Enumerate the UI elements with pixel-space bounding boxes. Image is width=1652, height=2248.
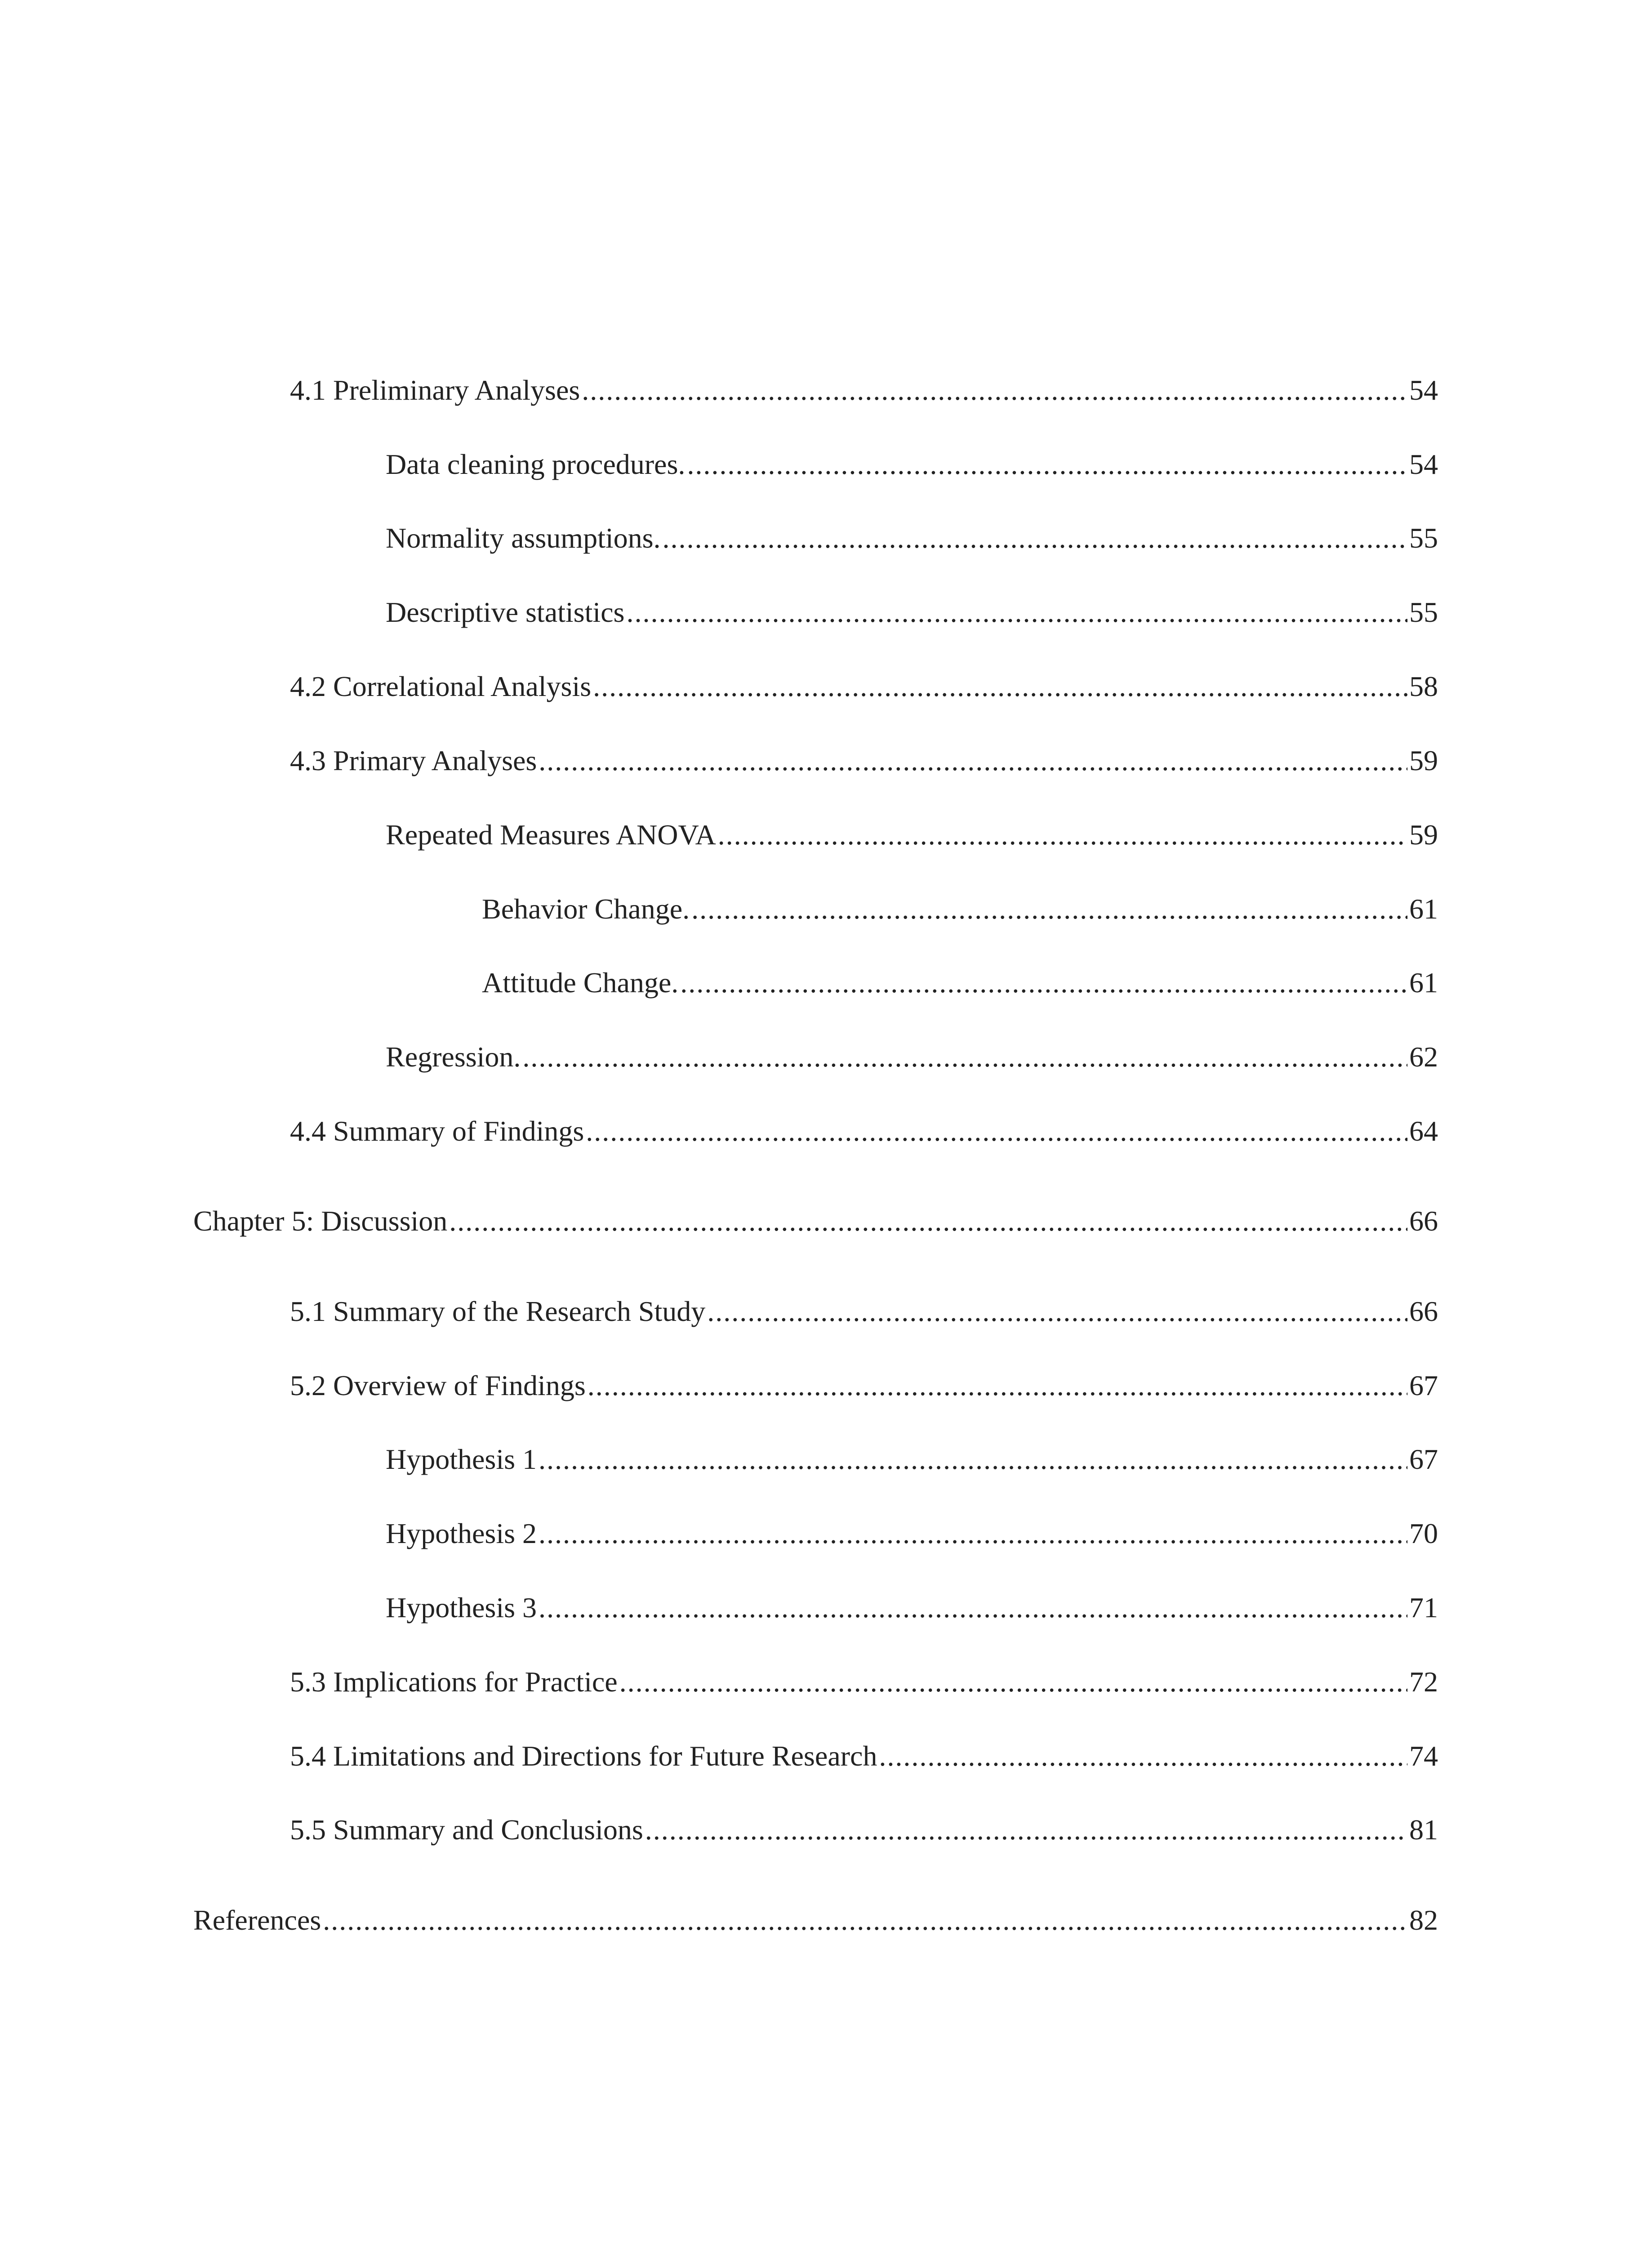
toc-entry-title: Data cleaning procedures. [386, 448, 686, 480]
toc-page-number: 74 [1409, 1740, 1438, 1772]
toc-entry-title: Descriptive statistics [386, 596, 625, 628]
toc-dot-leader [619, 1657, 1407, 1707]
toc-entry-title: 5.2 Overview of Findings [290, 1369, 586, 1401]
toc-dot-leader [539, 736, 1407, 785]
toc-entry-title: Behavior Change. [482, 893, 690, 925]
toc-entry-5-3 [290, 1657, 1438, 1707]
toc-entry-title: 5.4 Limitations and Directions for Future Research [290, 1740, 877, 1772]
toc-dot-leader [663, 513, 1407, 563]
toc-entry-repeated-measures [386, 810, 1438, 860]
toc-entry-title: Normality assumptions. [386, 522, 661, 554]
toc-entry-4-2 [290, 662, 1438, 711]
toc-entry-normality [386, 513, 1438, 563]
toc-entry-title: Hypothesis 1 [386, 1443, 537, 1475]
toc-page-number: 55 [1409, 596, 1438, 628]
toc-page-number: 72 [1409, 1666, 1438, 1698]
toc-dot-leader [707, 1287, 1407, 1336]
toc-page-number: 64 [1409, 1115, 1438, 1147]
toc-dot-leader [879, 1731, 1407, 1781]
toc-page-number: 59 [1409, 819, 1438, 851]
toc-page-number: 61 [1409, 967, 1438, 999]
toc-entry-title: 4.4 Summary of Findings [290, 1115, 584, 1147]
toc-entry-hypothesis-3 [386, 1583, 1438, 1632]
toc-dot-leader [586, 1106, 1407, 1156]
toc-page-number: 66 [1409, 1295, 1438, 1327]
toc-dot-leader [323, 1896, 1407, 1945]
toc-dot-leader [645, 1805, 1407, 1855]
toc-page-number: 67 [1409, 1443, 1438, 1475]
toc-page-number: 58 [1409, 670, 1438, 702]
toc-entry-data-cleaning [386, 440, 1438, 489]
toc-dot-leader [626, 588, 1407, 637]
toc-page-number: 66 [1409, 1205, 1438, 1237]
toc-entry-title: 4.2 Correlational Analysis [290, 670, 592, 702]
toc-page-number: 81 [1409, 1814, 1438, 1846]
toc-dot-leader [539, 1435, 1407, 1484]
toc-page-number: 54 [1409, 448, 1438, 480]
toc-entry-references [193, 1896, 1438, 1945]
toc-entry-title: Hypothesis 3 [386, 1592, 537, 1624]
toc-dot-leader [588, 1361, 1407, 1410]
toc-entry-title: References [193, 1904, 321, 1936]
toc-page-number: 62 [1409, 1041, 1438, 1073]
toc-entry-title: 4.1 Preliminary Analyses [290, 374, 580, 406]
toc-dot-leader [522, 1032, 1407, 1082]
toc-entry-title: Attitude Change. [482, 967, 679, 999]
toc-entry-attitude-change [482, 958, 1438, 1008]
toc-page-number: 67 [1409, 1369, 1438, 1401]
toc-entry-title: 4.3 Primary Analyses [290, 745, 537, 776]
toc-entry-title: Regression. [386, 1041, 521, 1073]
toc-dot-leader [680, 958, 1407, 1008]
toc-page-number: 54 [1409, 374, 1438, 406]
toc-entry-title: 5.1 Summary of the Research Study [290, 1295, 706, 1327]
toc-entry-hypothesis-2 [386, 1509, 1438, 1558]
toc-entry-5-5 [290, 1805, 1438, 1855]
toc-dot-leader [593, 662, 1407, 711]
toc-entry-4-4 [290, 1106, 1438, 1156]
toc-entry-title: 5.3 Implications for Practice [290, 1666, 618, 1698]
toc-entry-behavior-change [482, 884, 1438, 934]
toc-page-number: 82 [1409, 1904, 1438, 1936]
toc-entry-title: Chapter 5: Discussion [193, 1205, 448, 1237]
toc-page-number: 59 [1409, 745, 1438, 776]
toc-dot-leader [539, 1583, 1407, 1632]
toc-dot-leader [718, 810, 1407, 860]
toc-page-number: 71 [1409, 1592, 1438, 1624]
toc-page-number: 61 [1409, 893, 1438, 925]
toc-dot-leader [582, 366, 1407, 415]
toc-dot-leader [687, 440, 1407, 489]
toc-dot-leader [691, 884, 1407, 934]
toc-entry-4-1 [290, 366, 1438, 415]
toc-entry-5-1 [290, 1287, 1438, 1336]
toc-entry-hypothesis-1 [386, 1435, 1438, 1484]
toc-entry-5-4 [290, 1731, 1438, 1781]
toc-dot-leader [449, 1196, 1407, 1246]
toc-entry-4-3 [290, 736, 1438, 785]
toc-entry-title: Repeated Measures ANOVA [386, 819, 716, 851]
toc-page-number: 55 [1409, 522, 1438, 554]
toc-entry-descriptive [386, 588, 1438, 637]
toc-entry-5-2 [290, 1361, 1438, 1410]
toc-entry-regression [386, 1032, 1438, 1082]
toc-entry-title: Hypothesis 2 [386, 1517, 537, 1549]
toc-dot-leader [539, 1509, 1407, 1558]
toc-entry-title: 5.5 Summary and Conclusions [290, 1814, 643, 1846]
toc-page-number: 70 [1409, 1517, 1438, 1549]
toc-entry-chapter-5 [193, 1196, 1438, 1246]
